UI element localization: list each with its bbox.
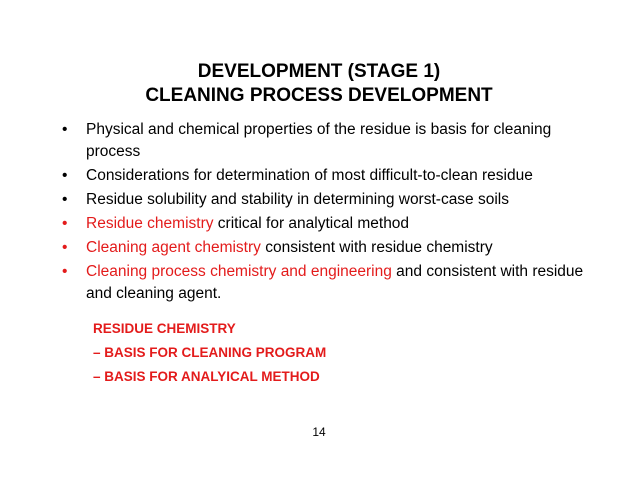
bullet-text: Physical and chemical properties of the residue is basis for cleaning process	[86, 121, 552, 160]
bullet-text: Residue solubility and stability in determining worst-case soils	[86, 191, 509, 208]
bullet-text: and consistent with residue and cleaning agent.	[86, 263, 584, 302]
sub-section	[93, 318, 326, 390]
bullet-dot: •	[62, 263, 68, 280]
bullet-item	[62, 261, 602, 305]
bullet-dot: •	[62, 239, 68, 256]
bullet-dot: •	[62, 121, 68, 138]
bullet-item	[62, 189, 602, 211]
bullet-text: consistent with residue chemistry	[260, 239, 493, 256]
bullet-dot: •	[62, 167, 68, 184]
sub-item: – BASIS FOR CLEANING PROGRAM	[93, 345, 327, 360]
title-line-2: CLEANING PROCESS DEVELOPMENT	[145, 85, 493, 106]
sub-item: – BASIS FOR ANALYICAL METHOD	[93, 369, 320, 384]
page-number: 14	[312, 425, 326, 439]
bullet-dot: •	[62, 191, 68, 208]
title-line-1: DEVELOPMENT (STAGE 1)	[197, 61, 441, 82]
bullet-text: Considerations for determination of most difficult-to-clean residue	[86, 167, 533, 184]
bullet-item	[62, 213, 602, 235]
bullet-highlight: Cleaning agent chemistry	[86, 239, 261, 256]
bullet-item	[62, 237, 602, 259]
bullet-highlight: Residue chemistry	[86, 215, 214, 232]
slide-title	[0, 60, 638, 108]
bullet-dot: •	[62, 215, 68, 232]
bullet-text: critical for analytical method	[213, 215, 410, 232]
bullet-highlight: Cleaning process chemistry and engineering	[86, 263, 392, 280]
bullet-item	[62, 119, 602, 163]
bullet-list	[62, 119, 602, 307]
bullet-item	[62, 165, 602, 187]
sub-heading: RESIDUE CHEMISTRY	[93, 321, 236, 336]
